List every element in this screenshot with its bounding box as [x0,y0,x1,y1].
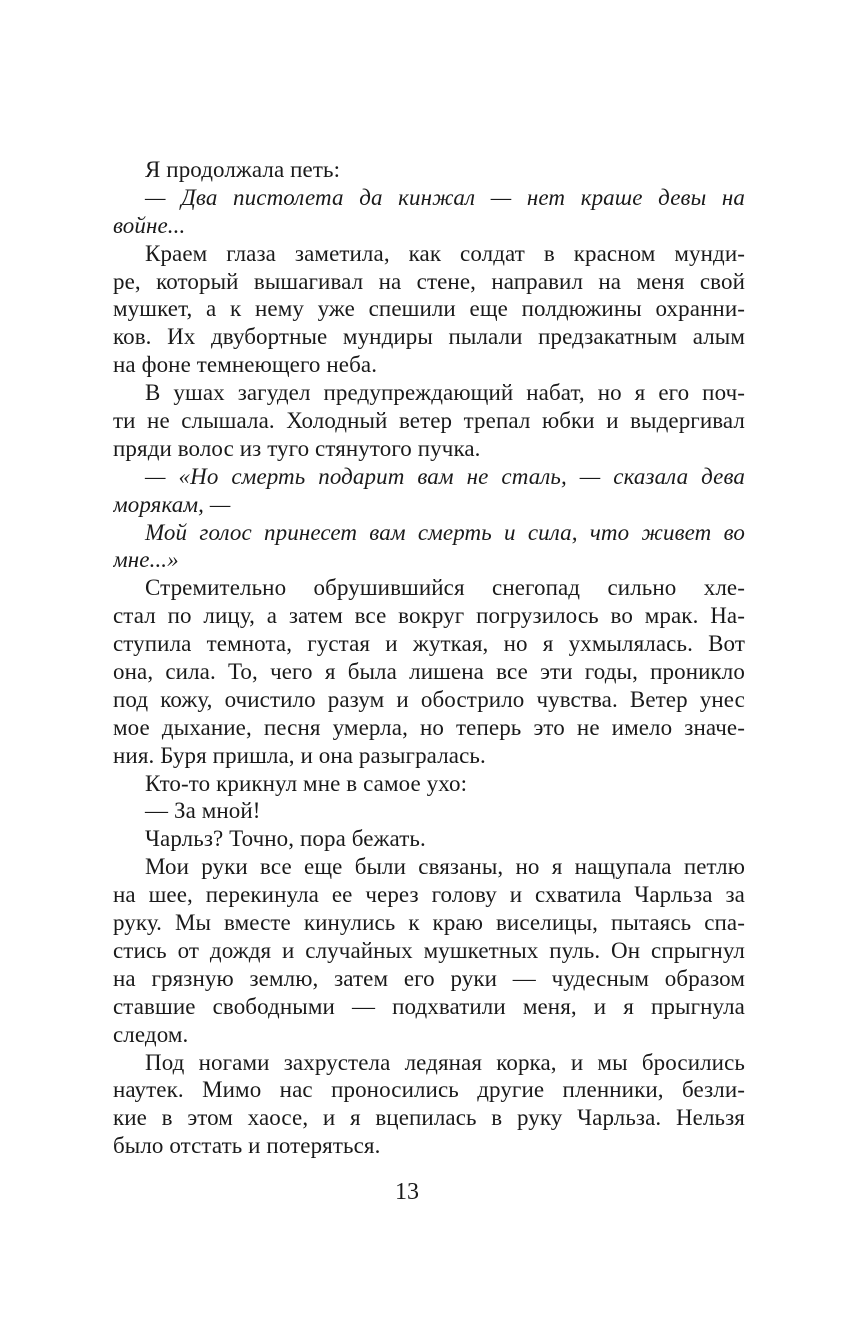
text-line: — «Но смерть подарит вам не сталь, — сказала дева [145,463,745,489]
text-line: на грязную землю, затем его руки — чудесным образом [113,965,745,991]
text-line: пряди волос из туго стянутого пучка. [113,435,481,461]
text-line: морякам, — [113,491,231,517]
text-line: ния. Буря пришла, и она разыгралась. [113,742,486,768]
text-line: — За мной! [145,798,261,824]
paragraph [113,1049,745,1161]
paragraph [113,574,745,769]
text-line: стал по лицу, а затем все вокруг погрузилось во мрак. На- [113,603,745,629]
text-line: Стремительно обрушившийся снегопад сильно хле- [145,575,745,601]
text-line: Я продолжала петь: [145,157,341,182]
text-line: на фоне темнеющего неба. [113,352,378,378]
text-line: ставшие свободными — подхватили меня, и я прыгнула [113,993,745,1019]
paragraph [113,825,745,853]
body-text [113,156,745,1160]
text-line: В ушах загудел предупреждающий набат, но я его поч- [145,380,745,406]
paragraph [113,463,745,519]
text-line: ков. Их двубортные мундиры пылали предзакатным алым [113,324,745,350]
text-line: войне... [113,212,186,238]
text-line: под кожу, очистило разум и обострило чувства. Ветер унес [113,686,745,712]
paragraph [113,797,745,825]
paragraph [113,770,745,798]
text-line: она, сила. То, чего я была лишена все эти годы, проникло [113,659,745,685]
text-line: кие в этом хаосе, и я вцепилась в руку Чарльза. Нельзя [113,1105,745,1131]
text-line: мне...» [113,547,179,573]
page-number: 13 [395,1179,419,1205]
text-line: Кто-то крикнул мне в самое ухо: [145,770,468,796]
text-line: мушкет, а к нему уже спешили еще полдюжины охранни- [113,296,745,322]
paragraph [113,519,745,575]
paragraph [113,379,745,463]
paragraph [113,184,745,240]
text-line: мое дыхание, песня умерла, но теперь это не имело значе- [113,714,745,740]
text-line: Мой голос принесет вам смерть и сила, что живет во [145,519,745,545]
text-line: Под ногами захрустела ледяная корка, и мы бросились [145,1049,745,1075]
text-line: Чарльз? Точно, пора бежать. [145,826,426,852]
paragraph [113,240,745,379]
text-line: наутек. Мимо нас проносились другие пленники, безли- [113,1077,745,1103]
text-line: следом. [113,1021,189,1047]
paragraph [113,156,745,184]
text-line: Краем глаза заметила, как солдат в красном мунди- [145,240,745,266]
text-line: руку. Мы вместе кинулись к краю виселицы, пытаясь спа- [113,910,745,936]
text-line: ти не слышала. Холодный ветер трепал юбки и выдергивал [113,408,745,434]
text-line: было отстать и потеряться. [113,1133,381,1159]
text-line: на шее, перекинула ее через голову и схватила Чарльза за [113,882,745,908]
text-line: Мои руки все еще были связаны, но я нащупала петлю [145,854,745,880]
text-line: стись от дождя и случайных мушкетных пуль. Он спрыгнул [113,937,745,963]
text-line: ре, который вышагивал на стене, направил на меня свой [113,268,745,294]
text-line: — Два пистолета да кинжал — нет краше девы на [145,184,745,210]
text-line: ступила темнота, густая и жуткая, но я ухмылялась. Вот [113,631,745,657]
paragraph [113,853,745,1048]
